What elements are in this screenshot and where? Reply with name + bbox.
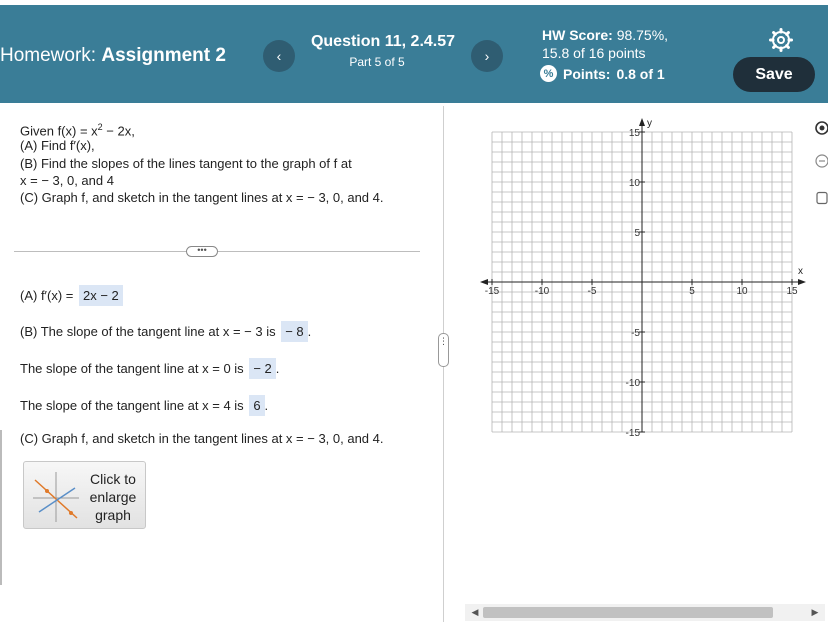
question-line-2: (A) Find f′(x), xyxy=(20,138,95,153)
y-axis-arrow-icon xyxy=(639,118,645,126)
enlarge-graph-label xyxy=(82,470,144,524)
question-line-1-prefix: Given f(x) = x xyxy=(20,123,98,139)
answer-a-box[interactable]: 2x − 2 xyxy=(79,285,123,306)
period: . xyxy=(307,324,312,339)
points-total: 15.8 of 16 points xyxy=(542,45,646,61)
chevron-right-icon: › xyxy=(484,48,490,64)
x-tick-label: 5 xyxy=(689,286,695,297)
expand-icon[interactable] xyxy=(815,191,828,205)
answer-a-label: (A) f′(x) = xyxy=(20,288,74,303)
points-value: 0.8 of 1 xyxy=(616,65,665,82)
answer-b-label: (B) The slope of the tangent line at x = − 3 is xyxy=(20,324,276,339)
answer-b-box[interactable]: − 8 xyxy=(281,321,307,342)
scroll-left-icon[interactable]: ◀ xyxy=(471,607,479,617)
y-tick-label: -10 xyxy=(625,378,640,389)
y-axis-label: y xyxy=(647,118,652,129)
part-c-instruction: (C) Graph f, and sketch in the tangent lines at x = − 3, 0, and 4. xyxy=(20,431,384,446)
horizontal-scrollbar[interactable] xyxy=(465,604,825,621)
enlarge-label-line-3: graph xyxy=(95,507,131,523)
y-tick-label: 15 xyxy=(628,128,640,139)
answer-b xyxy=(20,321,311,342)
period: . xyxy=(275,361,280,376)
x-tick-label: 10 xyxy=(736,286,748,297)
y-tick-label: 10 xyxy=(628,178,640,189)
question-line-1-suffix: − 2x, xyxy=(102,123,135,139)
question-line-5: (C) Graph f, and sketch in the tangent lines at x = − 3, 0, and 4. xyxy=(20,190,384,205)
answer-d-label: The slope of the tangent line at x = 4 is xyxy=(20,398,244,413)
x-tick-label: -15 xyxy=(484,286,500,297)
coordinate-graph[interactable] xyxy=(480,114,810,444)
scrollbar-thumb[interactable] xyxy=(483,607,773,618)
answer-a xyxy=(20,285,123,306)
answer-c-label: The slope of the tangent line at x = 0 is xyxy=(20,361,244,376)
previous-question-button[interactable] xyxy=(263,40,295,72)
x-axis-label: x xyxy=(798,266,803,277)
x-tick-label: -5 xyxy=(587,286,597,297)
expand-more-button[interactable]: ••• xyxy=(186,246,218,257)
question-line-1-exponent: 2 xyxy=(97,122,103,132)
hw-score-value: 98.75%, xyxy=(616,27,669,43)
homework-prefix: Homework: xyxy=(0,45,97,66)
homework-title xyxy=(0,45,226,67)
x-axis-arrow-icon xyxy=(798,279,806,285)
x-tick-label: -10 xyxy=(534,286,550,297)
period: . xyxy=(264,398,269,413)
y-tick-label: 5 xyxy=(634,228,640,239)
answer-c xyxy=(20,358,279,379)
save-button[interactable]: Save xyxy=(733,57,815,92)
pane-resize-handle[interactable] xyxy=(438,333,449,367)
percent-badge-icon: % xyxy=(540,65,557,82)
next-question-button[interactable] xyxy=(471,40,503,72)
question-line-4: x = − 3, 0, and 4 xyxy=(20,173,114,188)
drag-dots-icon: ⋮ xyxy=(439,336,448,346)
enlarge-label-line-2: enlarge xyxy=(89,489,137,505)
chevron-left-icon: ‹ xyxy=(276,48,282,64)
scroll-right-icon[interactable]: ▶ xyxy=(811,607,819,617)
assignment-name: Assignment 2 xyxy=(101,45,226,66)
enlarge-label-line-1: Click to xyxy=(90,471,136,487)
question-line-3: (B) Find the slopes of the lines tangent to the graph of f at xyxy=(20,156,352,171)
enlarge-graph-button[interactable] xyxy=(23,461,146,529)
hw-score xyxy=(542,27,668,43)
question-title: Question 11, 2.4.57 xyxy=(310,33,456,50)
answer-d-box[interactable]: 6 xyxy=(249,395,264,416)
y-tick-label: -5 xyxy=(631,328,640,339)
points-label: Points: xyxy=(563,65,611,82)
zoom-in-icon[interactable] xyxy=(815,121,828,135)
x-tick-label: 15 xyxy=(786,286,798,297)
graph-thumbnail-icon xyxy=(31,468,81,524)
gear-icon[interactable] xyxy=(769,28,793,52)
x-axis-arrow-left-icon xyxy=(480,279,488,285)
zoom-out-icon[interactable] xyxy=(815,154,828,168)
y-tick-label: -15 xyxy=(625,428,640,439)
answer-d xyxy=(20,395,268,416)
answer-c-box[interactable]: − 2 xyxy=(249,358,275,379)
question-points xyxy=(540,65,665,82)
question-part: Part 5 of 5 xyxy=(349,55,405,69)
header-bar xyxy=(0,5,828,103)
left-edge-divider xyxy=(0,430,2,585)
hw-score-label: HW Score: xyxy=(542,27,613,43)
